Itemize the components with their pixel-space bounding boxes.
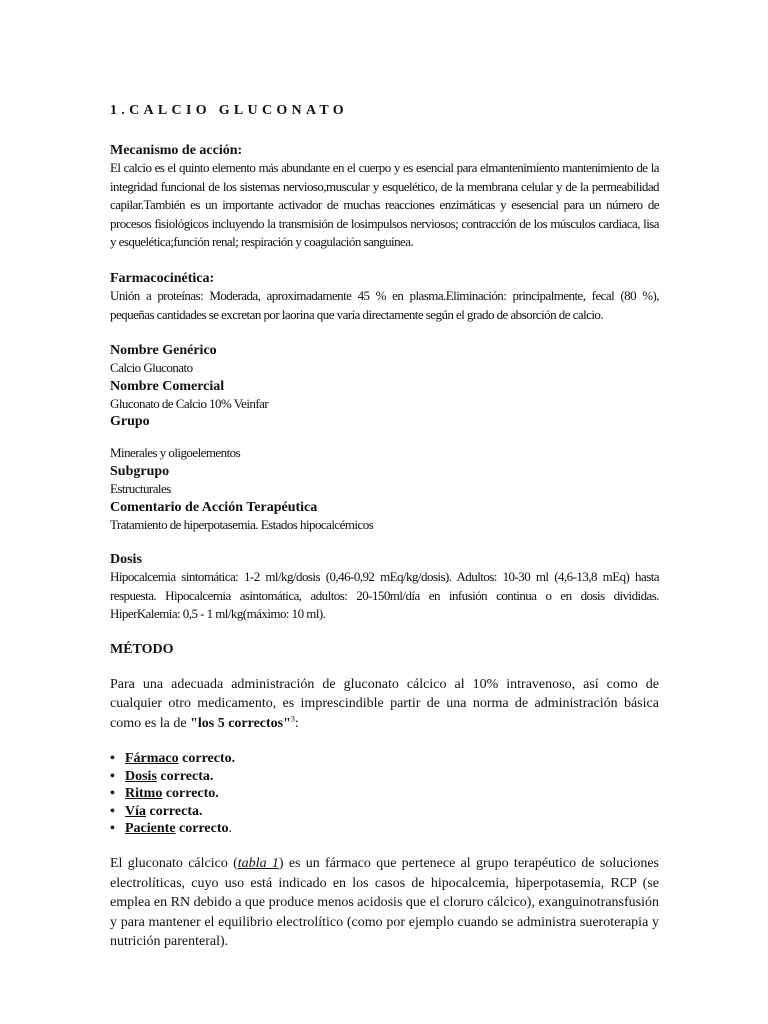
metodo-closing-start: El gluconato cálcico ( (110, 856, 238, 872)
farmacocinetica-heading: Farmacocinética: (110, 270, 215, 286)
list-item-tail: . (228, 821, 233, 837)
dosis-text: Hipocalcemia sintomática: 1-2 ml/kg/dosis (0,46-0,92 mEq/kg/dosis). Adultos: 10-30 ml (4,6-13,8 mEq) hasta respuesta. Hipocalcemia asintomática, adultos: 20-150ml/día en infusión continua o en dosis divididas. HiperKalemia: 0,5 - 1 ml/kg(máximo: 10 ml). (110, 569, 659, 622)
mecanismo-heading: Mecanismo de acción: (110, 143, 243, 158)
bullet-icon: • (110, 751, 115, 767)
list-item (110, 820, 659, 837)
list-item-keyword: Fármaco (125, 751, 179, 767)
tabla-1-link[interactable]: tabla 1 (237, 856, 279, 872)
nombre-generico-text: Calcio Gluconato (110, 360, 193, 376)
list-item-keyword: Vía (125, 803, 146, 819)
list-item-keyword: Ritmo (125, 786, 163, 802)
metodo-closing-rest: ) es un fármaco que pertenece al grupo terapéutico de soluciones electrolíticas, cuyo uso está indicado en los casos de hipocalcemia, hiperpotasemia, RCP (se emplea en RN debido a que produce menos acidosis que el cloruro cálcico), exanguinotransfusión y para mantener el equilibrio electrolítico (como por ejemplo cuando se administra sueroterapia y nutrición parenteral). (110, 856, 659, 950)
subgrupo-heading: Subgrupo (110, 463, 170, 479)
list-item-rest: correcto. (178, 751, 236, 767)
list-item-rest: correcto. (162, 786, 219, 802)
list-item-rest: correcta. (156, 768, 214, 784)
bullet-icon: • (110, 803, 115, 819)
metodo-intro (110, 675, 659, 734)
grupo-text: Minerales y oligoelementos (110, 445, 241, 461)
list-item (110, 750, 659, 767)
nombre-generico-heading: Nombre Genérico (110, 343, 217, 359)
list-item-rest: correcto (175, 821, 229, 837)
grupo-heading: Grupo (110, 414, 150, 430)
metodo-closing (110, 854, 659, 952)
mecanismo-text: El calcio es el quinto elemento más abundante en el cuerpo y es esencial para elmantenimiento mantenimiento de la integridad funcional de los sistemas nervioso,muscular y esquelético, de la membrana celular y de la permeabilidad capilar.También es un importante activador de muchas reacciones enzimáticas y esesencial para un número de procesos fisiológicos incluyendo la transmisión de losimpulsos nerviosos; contracción de los músculos cardiaca, lisa y esquelética;función renal; respiración y coagulación sanguínea. (110, 160, 659, 250)
nombre-comercial-text: Gluconato de Calcio 10% Veinfar (110, 395, 269, 411)
metodo-heading: MÉTODO (110, 641, 174, 657)
document-title: 1.CALCIO GLUCONATO (110, 103, 348, 118)
document-page (110, 102, 659, 952)
metodo-intro-colon: : (294, 715, 299, 731)
list-item (110, 785, 659, 802)
list-item-keyword: Dosis (125, 768, 157, 784)
comentario-text: Tratamiento de hiperpotasemia. Estados hipocalcémicos (110, 516, 374, 532)
dosis-heading: Dosis (110, 552, 142, 568)
footnote-ref: 3 (290, 714, 295, 724)
subgrupo-text: Estructurales (110, 480, 171, 496)
list-item (110, 768, 659, 785)
list-item-rest: correcta. (146, 803, 203, 819)
list-item (110, 803, 659, 820)
los-5-correctos: "los 5 correctos" (190, 715, 291, 731)
metodo-intro-text: Para una adecuada administración de gluconato cálcico al 10% intravenoso, así como de cualquier otro medicamento, es imprescindible partir de una norma de administración básica como es la de (110, 676, 659, 731)
comentario-heading: Comentario de Acción Terapéutica (110, 499, 318, 515)
correctos-list (110, 750, 659, 837)
list-item-keyword: Paciente (125, 821, 176, 837)
nombre-comercial-heading: Nombre Comercial (110, 378, 225, 394)
bullet-icon: • (110, 768, 115, 784)
bullet-icon: • (110, 786, 115, 802)
farmacocinetica-text: Unión a proteínas: Moderada, aproximadamente 45 % en plasma.Eliminación: principalmente, fecal (80 %), pequeñas cantidades se excretan por laorina que varía directamente según el grado de absorción de calcio. (110, 287, 659, 322)
bullet-icon: • (110, 821, 115, 837)
